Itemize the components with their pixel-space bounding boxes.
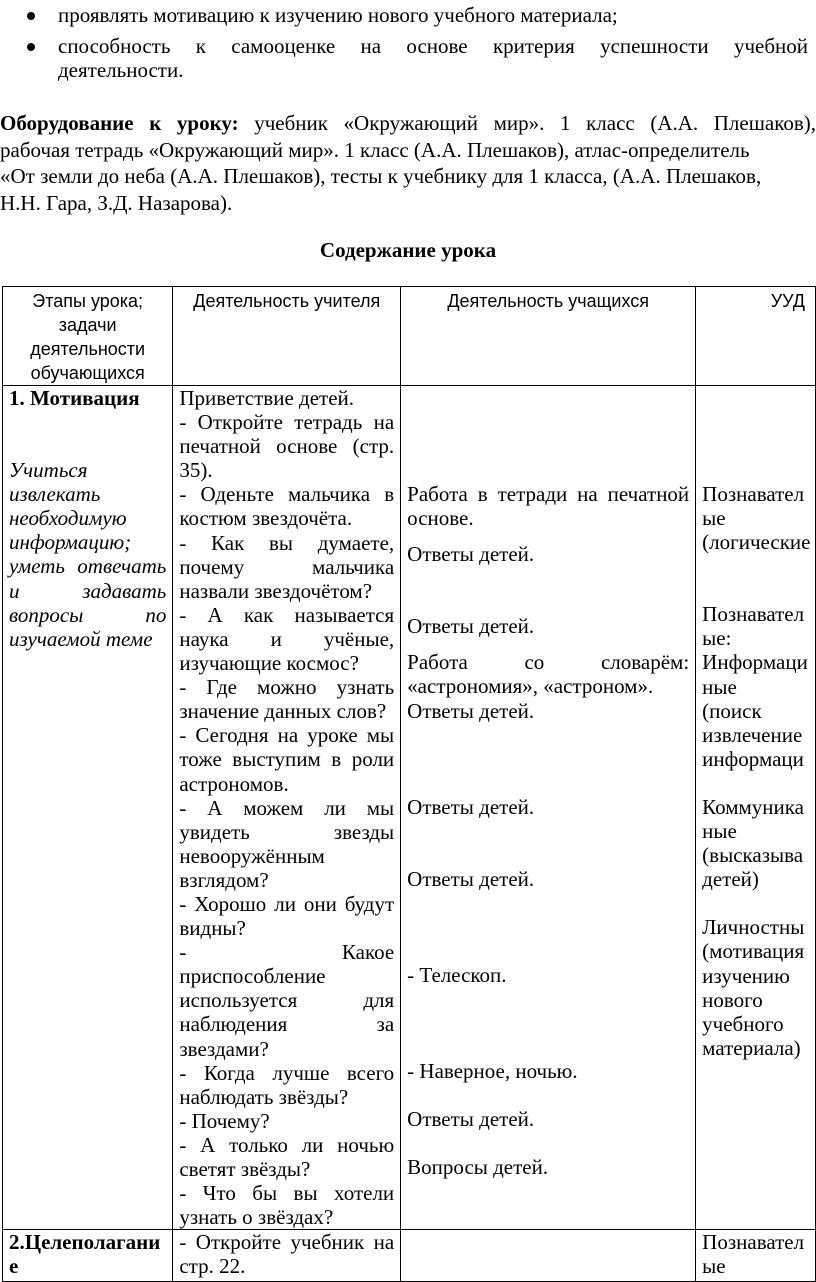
equipment-line: «От земли до неба (А.А. Плешаков), тесты к учебнику для 1 класса, (А.А. Плешаков,: [0, 164, 762, 188]
student-line: Ответы детей.: [407, 794, 535, 819]
table-row: [3, 1230, 816, 1282]
uud-line: извлечение: [702, 722, 803, 747]
equipment-paragraph: [0, 110, 816, 216]
teacher-line: - Сегодня на уроке мы тоже выступим в роли астрономов.: [179, 723, 395, 796]
student-line: Ответы детей.: [407, 698, 535, 723]
table-header-row: [3, 287, 816, 386]
student-line: «астрономия», «астроном».: [407, 674, 654, 699]
uud-cell: [696, 386, 816, 1230]
teacher-line: - Какое приспособление используется для наблюдения за звездами?: [179, 940, 395, 1061]
uud-line: Познавател: [702, 1230, 805, 1255]
teacher-cell: [173, 1230, 401, 1282]
uud-line: нового: [702, 987, 763, 1012]
header-students: Деятельность учащихся: [401, 287, 696, 386]
uud-line: ные: [702, 674, 737, 699]
teacher-line: - А только ли ночью светят звёзды?: [179, 1132, 395, 1181]
student-line: Ответы детей.: [407, 542, 535, 567]
teacher-line: - Когда лучше всего наблюдать звёзды?: [179, 1060, 395, 1109]
teacher-cell: [173, 386, 401, 1230]
uud-line: (мотивация: [702, 939, 805, 964]
header-stages: Этапы урока; задачи деятельности обучающихся: [3, 287, 173, 386]
stage-title: 2.Целеполагани е: [9, 1230, 161, 1279]
section-title: Содержание урока: [319, 238, 497, 262]
students-cell: [401, 386, 696, 1230]
objective-item: [0, 3, 808, 27]
students-cell: [401, 1230, 696, 1282]
uud-line: детей): [702, 867, 759, 892]
uud-line: ые: [702, 1254, 726, 1279]
header-uud: УУД: [696, 287, 816, 386]
teacher-line: - А как называется наука и учёные, изучающие космос?: [179, 602, 395, 676]
teacher-line: - Откройте тетрадь на печатной основе (стр. 35).: [179, 410, 395, 483]
uud-line: ные: [702, 819, 737, 844]
uud-line: Познавател: [702, 482, 805, 506]
uud-line: учебного: [702, 1011, 784, 1036]
student-line: Вопросы детей.: [407, 1155, 549, 1180]
header-teacher: Деятельность учителя: [173, 287, 401, 386]
student-line: Работа со словарём:: [407, 650, 690, 675]
equipment-line: Н.Н. Гара, З.Д. Назарова).: [0, 190, 233, 215]
uud-line: (поиск: [702, 698, 762, 723]
table-row: [3, 386, 816, 1230]
equipment-line: рабочая тетрадь «Окружающий мир». 1 класс (А.А. Плешаков), атлас-определитель: [0, 137, 750, 162]
objective-item: [0, 34, 808, 82]
lesson-table: [2, 286, 816, 1282]
uud-line: Коммуника: [702, 794, 804, 819]
equipment-line: Оборудование к уроку: учебник «Окружающий мир». 1 класс (А.А. Плешаков),: [0, 111, 816, 135]
teacher-line: - Хорошо ли они будут видны?: [179, 891, 395, 941]
uud-line: материала): [702, 1035, 801, 1060]
uud-line: ые:: [702, 626, 732, 651]
student-line: Ответы детей.: [407, 866, 535, 891]
teacher-line: - Как вы думаете, почему мальчика назвали звездочётом?: [179, 530, 395, 603]
teacher-line: - Почему?: [179, 1108, 270, 1133]
uud-line: Информаци: [702, 650, 808, 675]
student-line: - Телескоп.: [407, 962, 507, 987]
bullet-icon: [27, 12, 35, 20]
stage-goal: Учиться извлекать необходимую информацию; уметь отвечать и задавать вопросы по изучаемой теме: [9, 458, 167, 651]
student-line: Работа в тетради на печатной основе.: [407, 482, 690, 531]
equipment-label: Оборудование к уроку:: [0, 111, 239, 135]
student-line: Ответы детей.: [407, 1107, 535, 1132]
uud-line: изучению: [702, 963, 790, 988]
uud-line: (высказыва: [702, 843, 804, 868]
uud-line: Познавател: [702, 602, 805, 627]
student-line: Ответы детей.: [407, 614, 535, 639]
stage-title: 1. Мотивация: [9, 386, 140, 410]
teacher-line: - Где можно узнать значение данных слов?: [179, 675, 395, 724]
teacher-line: - Откройте учебник на стр. 22.: [179, 1230, 395, 1279]
bullet-icon: [27, 43, 35, 51]
uud-cell: [696, 1230, 816, 1282]
teacher-line: Приветствие детей.: [179, 386, 355, 410]
teacher-line: - Что бы вы хотели узнать о звёздах?: [179, 1181, 395, 1230]
teacher-line: - Оденьте мальчика в костюм звездочёта.: [179, 482, 395, 531]
student-line: - Наверное, ночью.: [407, 1058, 578, 1083]
objective-text-continued: деятельности.: [58, 58, 184, 82]
objective-text: проявлять мотивацию к изучению нового учебного материала;: [58, 3, 618, 27]
uud-line: ые: [702, 506, 726, 531]
objective-text: способность к самооценке на основе критерия успешности учебной: [58, 34, 808, 58]
uud-line: Личностны: [702, 915, 805, 940]
stage-cell: [3, 386, 173, 1230]
stage-cell: [3, 1230, 173, 1282]
uud-line: (логические: [702, 530, 811, 555]
teacher-line: - А можем ли мы увидеть звезды невооружённым взглядом?: [179, 795, 395, 892]
uud-line: информаци: [702, 746, 804, 771]
